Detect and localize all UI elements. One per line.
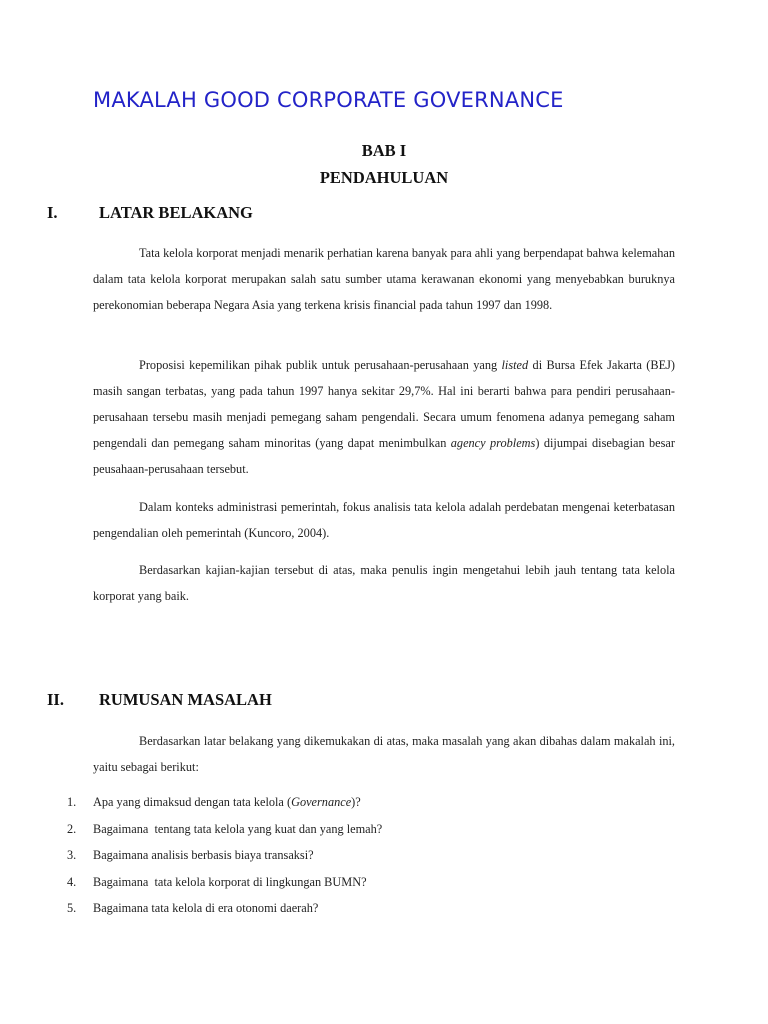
paragraph-text: Tata kelola korporat menjadi menarik perhatian karena banyak para ahli yang berpendapat bahwa kelemahan dalam tata kelola korporat merupakan salah satu sumber utama kerawanan ekonomi yang menyebabkan buruknya perekonomian beberapa Negara Asia yang terkena krisis financial pada tahun 1997 dan 1998. [93,246,675,312]
section-number: I. [47,203,58,222]
list-text: Bagaimana tentang tata kelola yang kuat dan yang lemah? [93,821,383,836]
chapter-number: BAB I [361,141,407,160]
document-title: MAKALAH GOOD CORPORATE GOVERNANCE [93,88,564,112]
list-item [67,789,382,816]
italic-term-governance: Governance [291,795,352,809]
paragraph-4 [93,557,675,609]
list-item [67,842,382,869]
section-title: RUMUSAN MASALAH [99,690,272,709]
paragraph-text: Proposisi kepemilikan pihak publik untuk perusahaan-perusahaan yang [139,358,502,372]
italic-term-agency-problems: agency problems [450,436,536,450]
paragraph-text: ) dijumpai disebagian besar peusahaan-perusahaan tersebut. [93,436,675,476]
section-heading-latar-belakang [47,203,253,223]
list-number: 4. [67,874,77,889]
list-number: 5. [67,901,77,915]
italic-term-listed: listed [501,358,529,372]
paragraph-text: di Bursa Efek Jakarta (BEJ) masih sangan terbatas, yang pada tahun 1997 hanya sekitar 29,7%. Hal ini berarti bahwa para pendiri perusahaan-perusahaan tersebu masih menjadi pemegang saham pengendali. Secara umum fenomena adanya pemegang saham pengendali dan pemegang saham minoritas (yang dapat menimbulkan [93,358,675,450]
list-number: 3. [67,848,77,862]
paragraph-text: Dalam konteks administrasi pemerintah, fokus analisis tata kelola adalah perdebatan mengenai keterbatasan pengendalian oleh pemerintah (Kuncoro, 2004). [93,500,675,540]
list-text: Apa yang dimaksud dengan tata kelola ( [93,795,292,809]
list-number: 1. [67,795,77,809]
list-text: Bagaimana analisis berbasis biaya transaksi? [93,848,314,862]
chapter-title: PENDAHULUAN [319,168,449,187]
list-number: 2. [67,821,77,836]
list-text: Bagaimana tata kelola korporat di lingkungan BUMN? [93,874,367,889]
paragraph-intro [93,728,675,780]
section-heading-rumusan-masalah [47,690,272,710]
section-number: II. [47,690,64,709]
list-text: )? [351,795,361,809]
list-item [67,816,382,843]
paragraph-1 [93,240,675,318]
section-title: LATAR BELAKANG [99,203,253,222]
list-item [67,895,382,922]
paragraph-2 [93,352,675,482]
question-list [67,789,382,922]
paragraph-3 [93,494,675,546]
list-text: Bagaimana tata kelola di era otonomi daerah? [93,901,319,915]
paragraph-text: Berdasarkan kajian-kajian tersebut di atas, maka penulis ingin mengetahui lebih jauh tentang tata kelola korporat yang baik. [93,563,675,603]
paragraph-text: Berdasarkan latar belakang yang dikemukakan di atas, maka masalah yang akan dibahas dalam makalah ini, yaitu sebagai berikut: [93,734,675,774]
list-item [67,869,382,896]
